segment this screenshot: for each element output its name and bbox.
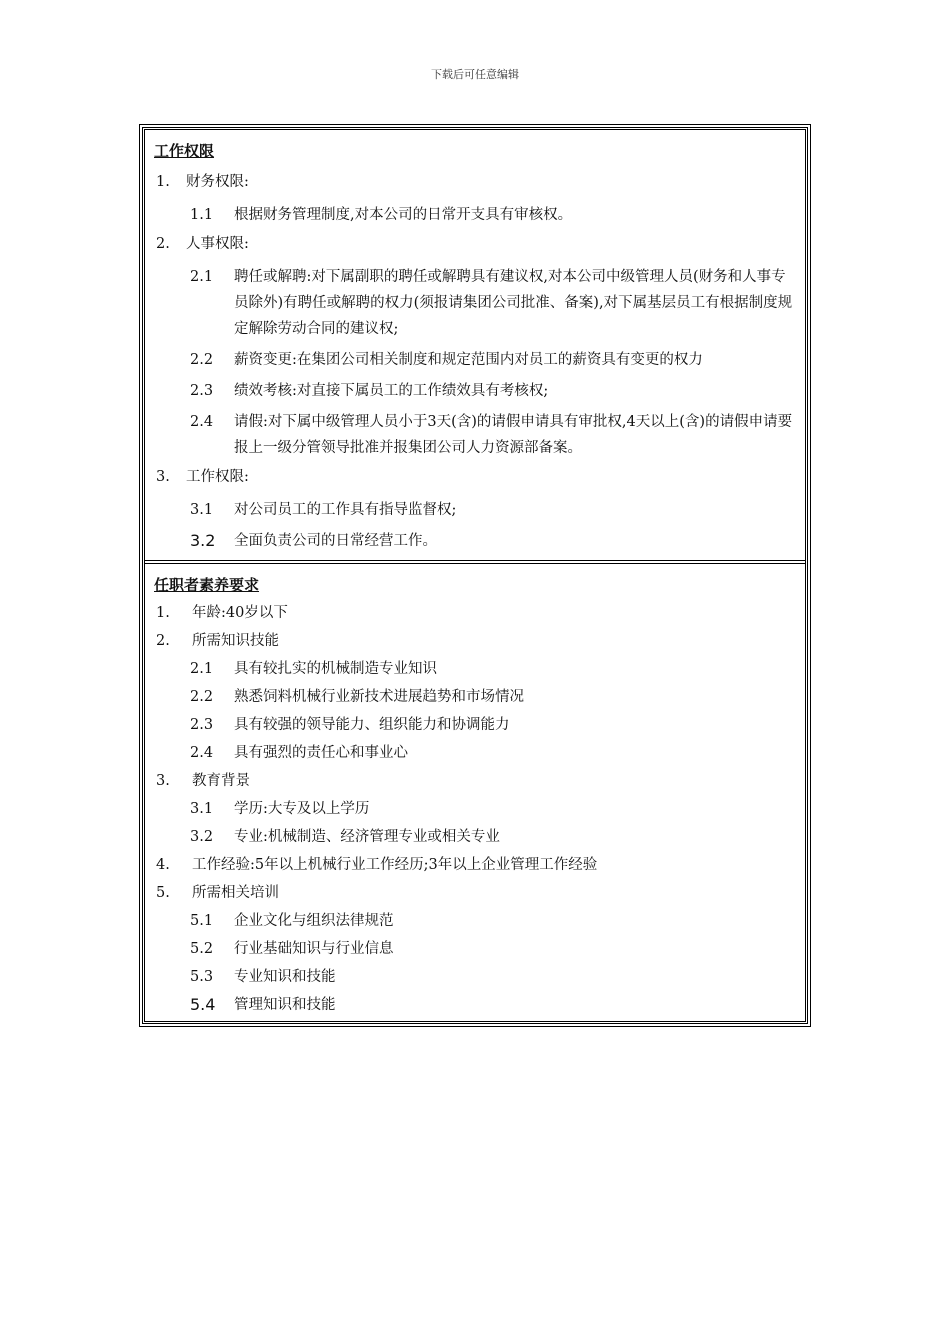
list-item: 2.1 具有较扎实的机械制造专业知识 — [190, 661, 437, 677]
list-item: 1. 年龄:40岁以下 — [156, 605, 288, 621]
list-item: 5. 所需相关培训 — [156, 885, 279, 901]
list-item: 2.2 薪资变更:在集团公司相关制度和规定范围内对员工的薪资具有变更的权力 — [190, 352, 703, 368]
list-item: 4. 工作经验:5年以上机械行业工作经历;3年以上企业管理工作经验 — [156, 857, 598, 873]
list-item: 2. 人事权限: — [156, 236, 249, 252]
document-frame — [139, 124, 811, 1027]
list-item: 2.4 请假:对下属中级管理人员小于3天(含)的请假申请具有审批权,4天以上(含)的请假申请要报上一级分管领导批准并报集团公司人力资源部备案。 — [190, 414, 793, 456]
page-header: 下载后可任意编辑 — [431, 68, 519, 81]
list-item: 2.3 绩效考核:对直接下属员工的工作绩效具有考核权; — [190, 383, 549, 399]
list-item: 1.1 根据财务管理制度,对本公司的日常开支具有审核权。 — [190, 207, 573, 223]
work-authority-section — [145, 130, 805, 560]
list-item: 5.2 行业基础知识与行业信息 — [190, 941, 394, 957]
list-item: 3.2 专业:机械制造、经济管理专业或相关专业 — [190, 829, 500, 845]
section-title-qualification: 任职者素养要求 — [154, 576, 260, 594]
list-item: 2.1 聘任或解聘:对下属副职的聘任或解聘具有建议权,对本公司中级管理人员(财务和人事专员除外)有聘任或解聘的权力(须报请集团公司批准、备案),对下属基层员工有根据制度规定解除劳动合同的建议权; — [190, 269, 793, 337]
list-item: 1. 财务权限: — [156, 174, 249, 190]
list-item: 2.2 熟悉饲料机械行业新技术进展趋势和市场情况 — [190, 689, 524, 705]
list-item: 2.3 具有较强的领导能力、组织能力和协调能力 — [190, 717, 510, 733]
list-item: 2. 所需知识技能 — [156, 633, 279, 649]
list-item: 2.4 具有强烈的责任心和事业心 — [190, 745, 408, 761]
list-item: 5.4 管理知识和技能 — [190, 995, 336, 1014]
qualification-section — [145, 560, 805, 1021]
list-item: 3.1 学历:大专及以上学历 — [190, 801, 370, 817]
list-item: 3.2 全面负责公司的日常经营工作。 — [190, 531, 437, 550]
list-item: 3. 工作权限: — [156, 469, 249, 485]
list-item: 3. 教育背景 — [156, 773, 250, 789]
section-title-authority: 工作权限 — [154, 142, 215, 160]
list-item: 5.3 专业知识和技能 — [190, 969, 336, 985]
list-item: 5.1 企业文化与组织法律规范 — [190, 913, 394, 929]
list-item: 3.1 对公司员工的工作具有指导监督权; — [190, 502, 457, 518]
